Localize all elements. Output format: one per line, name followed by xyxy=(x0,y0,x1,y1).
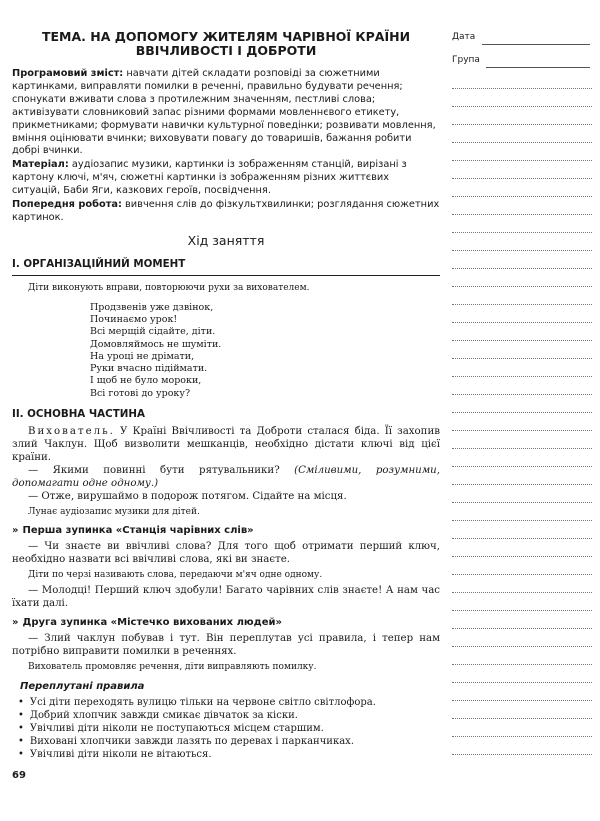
notes-line xyxy=(452,232,592,233)
program-label: Програмовий зміст: xyxy=(12,68,124,79)
notes-line xyxy=(452,646,592,647)
program-block xyxy=(12,68,440,158)
notes-line xyxy=(452,340,592,341)
notes-line xyxy=(452,466,592,467)
notes-line xyxy=(452,178,592,179)
section2-paragraph-3: — Отже, вирушаймо в подорож потягом. Сідайте на місця. xyxy=(28,490,347,502)
notes-line xyxy=(452,538,592,539)
stop1-note: Діти по черзі називають слова, передаючи м'яч одне одному. xyxy=(28,569,323,580)
notes-line xyxy=(452,124,592,125)
notes-column xyxy=(452,0,592,821)
stop2-paragraph-1: — Злий чаклун побував і тут. Він переплутав усі правила, і тепер нам потрібно виправити помилки в реченнях. xyxy=(12,632,440,657)
speaker-label: Вихователь. xyxy=(28,425,115,437)
rules-list xyxy=(18,696,440,761)
poem-line: Руки вчасно підіймати. xyxy=(90,363,208,375)
group-line[interactable] xyxy=(486,67,590,68)
lesson-content xyxy=(12,30,440,761)
stop2-heading: » Друга зупинка «Містечко вихованих людей» xyxy=(12,616,282,628)
program-text: навчати дітей складати розповіді за сюжетними картинками, виправляти помилки в реченні, правильно будувати речення; спонукати вживати слова з протилежним значенням, пестливі слова; активізувати словниковий запас різними формами мовленнєвого етикету, прикметниками; формувати навички культурної поведінки; розвивати мовлення, вміння оцінювати вчинки; виховувати повагу до товаришів, бажання робити добрі вчинки. xyxy=(12,68,436,157)
notes-line xyxy=(452,754,592,755)
material-text: аудіозапис музики, картинки із зображенням станцій, вирізані з картону ключі, м'яч, сюжетні картинки із зображенням різних життєвих ситуацій, Баби Яги, казкових героїв, посвідчення. xyxy=(12,159,407,197)
poem-line: Продзвенів уже дзвінок, xyxy=(90,301,214,313)
notes-line xyxy=(452,556,592,557)
prep-label: Попередня робота: xyxy=(12,199,122,211)
list-item: • Увічливі діти ніколи не поступаються місцем старшим. xyxy=(18,722,440,735)
arrow-bullet-icon: » xyxy=(12,524,19,536)
notes-line xyxy=(452,664,592,665)
notes-line xyxy=(452,250,592,251)
notes-line xyxy=(452,592,592,593)
notes-line xyxy=(452,88,592,89)
page-number: 69 xyxy=(12,770,26,781)
prep-block xyxy=(12,199,440,225)
poem-line: І щоб не було мороки, xyxy=(90,375,202,387)
stop1-heading: » Перша зупинка «Станція чарівних слів» xyxy=(12,524,254,536)
notes-line xyxy=(452,358,592,359)
poem-line: Починаємо урок! xyxy=(90,313,178,325)
notes-line xyxy=(452,682,592,683)
notes-line xyxy=(452,718,592,719)
notes-line xyxy=(452,448,592,449)
section1-heading: I. ОРГАНІЗАЦІЙНИЙ МОМЕНТ xyxy=(12,257,186,270)
notes-line xyxy=(452,322,592,323)
stop1-paragraph-2: — Молодці! Перший ключ здобули! Багато чарівних слів знаєте! А нам час їхати далі. xyxy=(12,584,440,609)
music-note: Лунає аудіозапис музики для дітей. xyxy=(28,506,200,517)
material-label: Матеріал: xyxy=(12,159,69,171)
notes-line xyxy=(452,574,592,575)
list-item: • Виховані хлопчики завжди лазять по деревах і парканчиках. xyxy=(18,735,440,748)
notes-line xyxy=(452,700,592,701)
list-item: • Добрий хлопчик завжди смикає дівчаток за кіски. xyxy=(18,709,440,722)
title-line-1: НА ДОПОМОГУ ЖИТЕЛЯМ ЧАРІВНОЇ КРАЇНИ xyxy=(90,29,411,44)
notes-line xyxy=(452,196,592,197)
notes-line xyxy=(452,268,592,269)
notes-line xyxy=(452,160,592,161)
title-prefix: ТЕМА. xyxy=(41,29,86,44)
list-item: • Усі діти переходять вулицю тільки на червоне світло світлофора. xyxy=(18,696,440,709)
poem xyxy=(90,302,440,400)
page-title xyxy=(12,30,440,58)
notes-line xyxy=(452,520,592,521)
notes-line xyxy=(452,106,592,107)
course-heading: Хід заняття xyxy=(187,232,265,248)
date-line[interactable] xyxy=(482,44,590,45)
section2-heading: II. ОСНОВНА ЧАСТИНА xyxy=(12,408,145,421)
notes-line xyxy=(452,610,592,611)
date-label: Дата xyxy=(452,32,476,42)
rules-heading: Переплутані правила xyxy=(20,680,145,692)
notes-line xyxy=(452,412,592,413)
poem-line: Всі готові до уроку? xyxy=(90,387,191,399)
notes-line xyxy=(452,502,592,503)
material-block xyxy=(12,159,440,198)
notes-line xyxy=(452,304,592,305)
notes-line xyxy=(452,628,592,629)
list-item: • Увічливі діти ніколи не вітаються. xyxy=(18,748,440,761)
notes-line xyxy=(452,394,592,395)
section2-paragraph-1: Вихователь. У Країні Ввічливості та Доброти сталася біда. Її захопив злий Чаклун. Щоб визволити мешканців, необхідно дістати ключі від цієї країни. xyxy=(12,425,440,463)
notes-line xyxy=(452,142,592,143)
notes-line xyxy=(452,430,592,431)
notes-line xyxy=(452,286,592,287)
group-label: Група xyxy=(452,55,480,65)
stop2-note: Вихователь промовляє речення, діти виправляють помилку. xyxy=(28,661,317,672)
arrow-bullet-icon: » xyxy=(12,616,19,628)
notes-line xyxy=(452,484,592,485)
notes-line xyxy=(452,214,592,215)
section2-paragraph-2: — Якими повинні бути рятувальники? (Сміливими, розумними, допомагати одне одному.) xyxy=(12,464,440,489)
section1-note: Діти виконують вправи, повторюючи рухи за вихователем. xyxy=(28,282,310,293)
poem-line: На уроці не дрімати, xyxy=(90,350,195,362)
poem-line: Всі мерщій сідайте, діти. xyxy=(90,326,216,338)
notes-line xyxy=(452,376,592,377)
notes-line xyxy=(452,736,592,737)
poem-line: Домовляймось не шуміти. xyxy=(90,338,222,350)
stop1-paragraph-1: — Чи знаєте ви ввічливі слова? Для того щоб отримати перший ключ, необхідно назвати всі ввічливі слова, які ви знаєте. xyxy=(12,540,440,565)
section1-divider xyxy=(12,275,440,276)
title-line-2: ВВІЧЛИВОСТІ І ДОБРОТИ xyxy=(135,43,317,58)
prep-text: вивчення слів до фізкультхвилинки; розглядання сюжетних картинок. xyxy=(12,199,440,223)
